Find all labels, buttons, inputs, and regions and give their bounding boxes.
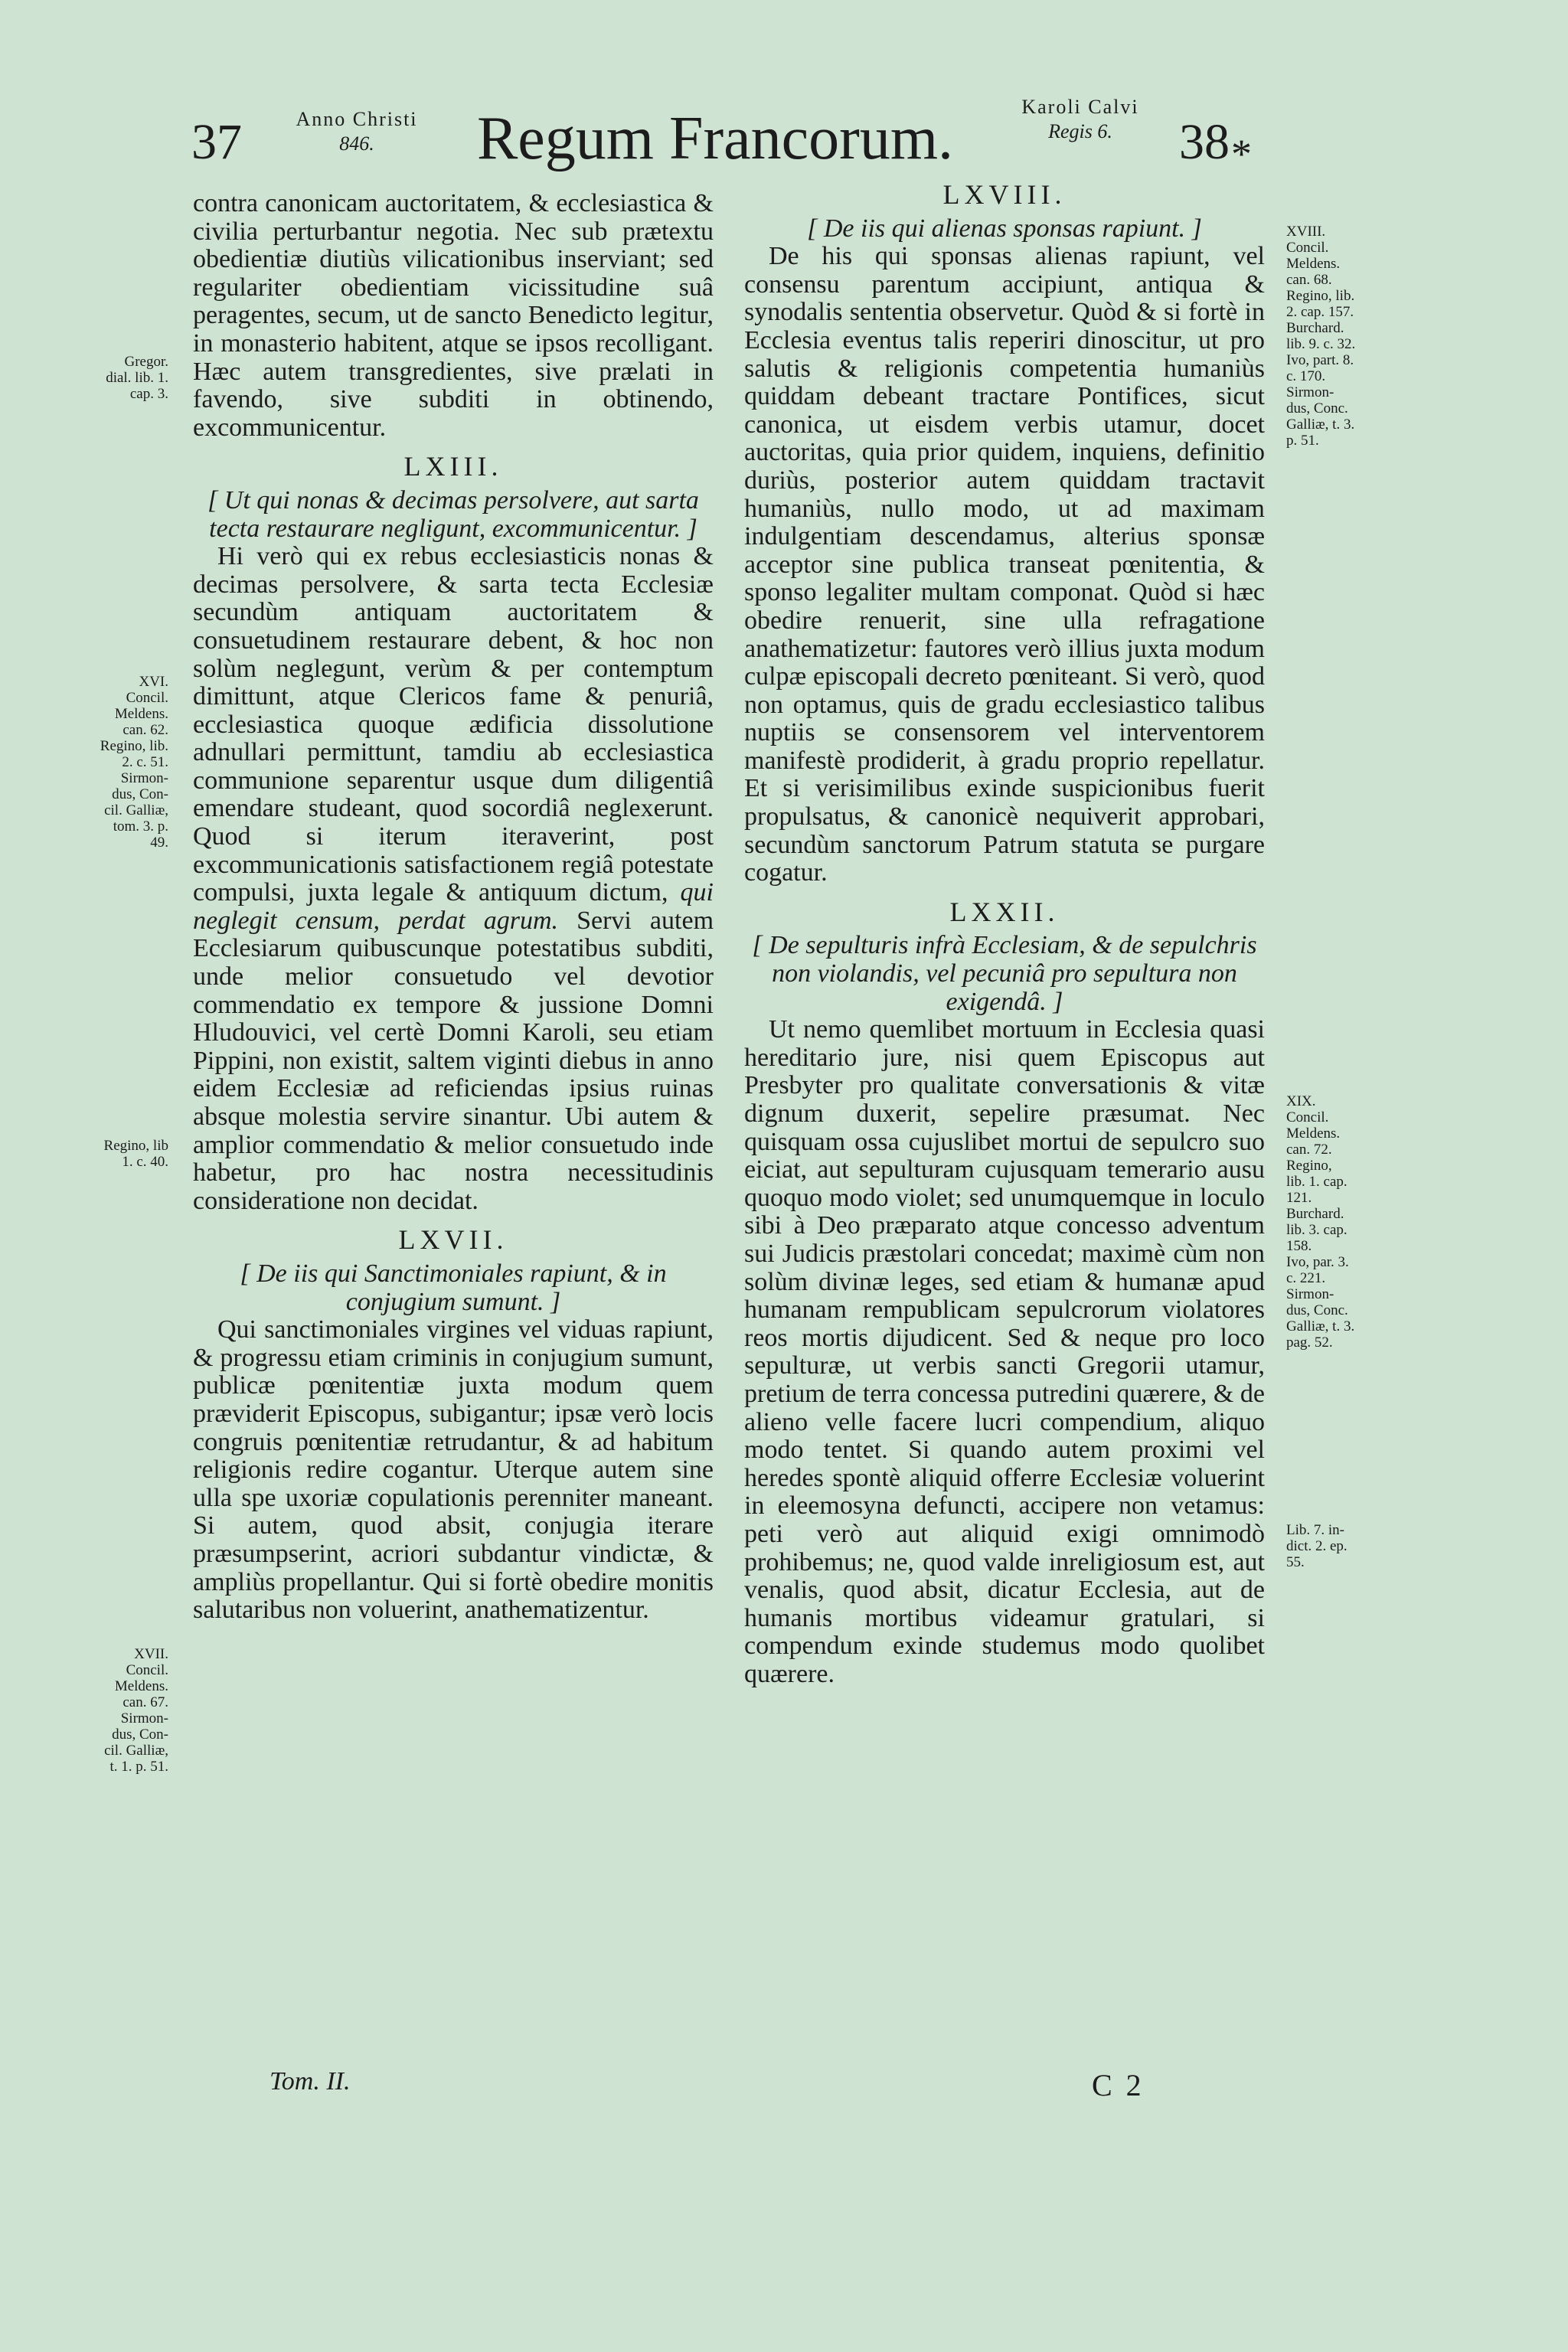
margin-line: lib. 3. cap. (1286, 1222, 1348, 1238)
margin-line: Meldens. (114, 1678, 168, 1694)
asterisk-mark: * (1231, 131, 1252, 177)
section-text-63-b: Servi autem Ecclesiarum quibuscunque potestatibus subditi, unde melior consuetudo vel devotior commendatio ex tempore & jussione Domni Hludouvici, vel certè Domni Karoli, seu etiam Pippini, non existit, saltem viginti diebus in anno eidem Ecclesiæ ad reficiendas ipsius ruinas absque molestia servire sinantur. Ubi autem & amplior commendatio & melior consuetudo inde habetur, pro hac nostra necessitudinis consideratione non decidat. (193, 906, 714, 1215)
margin-line: dial. lib. 1. (106, 370, 168, 386)
margin-note-left-3 (86, 1138, 168, 1170)
margin-note-right-2 (1286, 1093, 1369, 1351)
margin-line: Sirmon- (120, 770, 168, 786)
margin-line: dus, Con- (112, 786, 168, 802)
margin-line: dus, Conc. (1286, 400, 1348, 416)
margin-line: Concil. (1286, 240, 1329, 256)
margin-line: 2. c. 51. (122, 754, 168, 770)
margin-line: Galliæ, t. 3. (1286, 416, 1355, 433)
margin-line: t. 1. p. 51. (109, 1759, 168, 1775)
section-number-67: LXVII. (398, 1224, 508, 1256)
margin-note-right-3 (1286, 1522, 1369, 1570)
margin-line: XVII. (134, 1646, 168, 1662)
margin-line: Ivo, par. 3. (1286, 1254, 1349, 1270)
margin-line: Galliæ, t. 3. (1286, 1318, 1355, 1334)
margin-line: Lib. 7. in- (1286, 1522, 1344, 1538)
margin-line: p. 51. (1286, 433, 1319, 449)
margin-line: cil. Galliæ, (104, 802, 168, 818)
margin-line: c. 170. (1286, 368, 1326, 384)
margin-line: Meldens. (1286, 1125, 1341, 1142)
margin-line: dus, Conc. (1286, 1302, 1348, 1318)
margin-line: tom. 3. p. (113, 818, 168, 835)
page-number-right: 38 (1179, 114, 1230, 170)
margin-line: 1. c. 40. (122, 1154, 168, 1170)
section-number-63: LXIII. (403, 451, 503, 482)
section-text-63-a: Hi verò qui ex rebus ecclesiasticis nonas & decimas persolvere, & sarta tecta Ecclesiæ secundùm antiquam auctoritatem & consuetudinem restaurare debent, & hoc non solùm neglegunt, verùm & per contemptum dimittunt, atque Clericos fame & penuriâ, ecclesiastica quoque ædificia dissolutione adnullari permittunt, tamdiu ab ecclesiastica communione separentur usque dum diligentiâ emendare studeant, quod socordiâ neglexerunt. Quod si iterum iteraverint, post excommunicationis satisfactionem regiâ potestate compulsi, juxta legale & antiquum dictum, (193, 542, 714, 907)
margin-line: 2. cap. 157. (1286, 304, 1354, 320)
section-quote-63: qui neglegit censum, perdat agrum. (193, 878, 714, 935)
header-anno-christi: Anno Christi (296, 108, 418, 130)
section-title-68: [ De iis qui alienas sponsas rapiunt. ] (807, 214, 1202, 243)
section-title-67: [ De iis qui Sanctimoniales rapiunt, & in conjugium sumunt. ] (240, 1259, 667, 1316)
header-year: 846. (339, 132, 374, 155)
margin-line: 55. (1286, 1554, 1305, 1570)
margin-line: Meldens. (114, 706, 168, 722)
margin-line: 158. (1286, 1238, 1312, 1254)
section-text-68: De his qui sponsas alienas rapiunt, vel consensu parentum accipiunt, antiqua & synodalis sententia observetur. Quòd & si fortè in Ecclesia eventus talis reperiri dinoscitur, ut pro salutis & religionis competentia humaniùs quiddam debeant tractare Pontifices, sicut canonica, ut eisdem verbis utamur, docet auctoritas, quia prior quidem, inquiens, definitio duriùs, posterior autem quiddam tractavit humaniùs, nullo modo, ut ad maximam indulgentiam descendamus, alterius sponsæ acceptor sine publica transeat pœnitentia, & sponso legaliter multam componat. Quòd si hæc obedire renuerit, sine ulla refragatione anathematizetur: fautores verò illius juxta modum culpæ episcopali decreto pœniteant. Si verò, quod non optamus, quis de gradu ecclesiastico talibus nuptiis se consensorem vel interventorem manifestè prodiderit, à gradu proprio repellatur. Et si verisimilibus exinde suspicionibus fuerit propulsatus, & canonicè nequiverit approbari, secundùm sanctorum Patrum statuta se purgare cogatur. (744, 242, 1265, 887)
section-title-72: [ De sepulturis infrà Ecclesiam, & de sepulchris non violandis, vel pecuniâ pro sepultura non exigendâ. ] (752, 931, 1257, 1016)
margin-line: can. 72. (1286, 1142, 1332, 1158)
margin-line: Burchard. (1286, 1206, 1344, 1222)
right-column (744, 181, 1265, 1688)
margin-line: 49. (150, 835, 168, 851)
continuation-paragraph: contra canonicam auctoritatem, & ecclesiastica & civilia perturbantur negotia. Nec sub prætextu obedientiæ diutiùs vilicationibus inserviant; sed regulariter obedientiam vicissitudine suâ peragentes, secum, ut de sancto Benedicto legitur, in monasterio habitent, atque se ipsos recolligant. Hæc autem transgredientes, sive prælati in favendo, sive subditi in obtinendo, excommunicentur. (193, 189, 714, 442)
margin-note-left-4 (86, 1646, 168, 1775)
section-text-63 (193, 543, 714, 1215)
section-number-68: LXVIII. (942, 179, 1067, 210)
header-regis: Regis 6. (1048, 120, 1112, 142)
section-number-72: LXXII. (949, 896, 1060, 927)
volume-footer: Tom. II. (270, 2067, 351, 2096)
margin-line: Gregor. (124, 354, 168, 370)
margin-line: 121. (1286, 1190, 1312, 1206)
page-number-left: 37 (191, 114, 242, 170)
left-column (193, 190, 714, 1625)
signature-mark: C 2 (1092, 2068, 1145, 2102)
margin-line: Concil. (126, 1662, 168, 1678)
margin-line: can. 67. (122, 1694, 168, 1710)
margin-line: Concil. (126, 690, 168, 706)
margin-line: dus, Con- (112, 1726, 168, 1743)
margin-line: dict. 2. ep. (1286, 1538, 1348, 1554)
margin-note-left-2 (86, 674, 168, 851)
header-year-label (273, 107, 441, 156)
margin-line: Sirmon- (120, 1710, 168, 1726)
margin-line: cap. 3. (129, 386, 168, 402)
margin-line: Burchard. (1286, 320, 1344, 336)
margin-line: pag. 52. (1286, 1334, 1333, 1351)
margin-line: XVIII. (1286, 224, 1326, 240)
margin-line: can. 62. (122, 722, 168, 738)
margin-line: c. 221. (1286, 1270, 1326, 1286)
section-title-63: [ Ut qui nonas & decimas persolvere, aut sarta tecta restaurare negligunt, excommunicentur. ] (207, 485, 699, 543)
section-text-72: Ut nemo quemlibet mortuum in Ecclesia quasi hereditario jure, nisi quem Episcopus aut Presbyter pro qualitate conversationis & vitæ dignum duxerit, sepelire præsumat. Nec quisquam ossa cujuslibet mortui de sepulcro suo eiciat, aut sepulturam cujusquam temerario ausu quoquo modo violet; sed unumquemque in loculo sibi à Deo præparato atque concesso adventum sui Judicis præstolari concedat; maximè cùm non solùm divinæ leges, sed etiam & humanæ apud humanam rempublicam sepulcrorum violatores reos mortis dijudicent. Sed & neque pro loco sepulturæ, ut verbis sancti Gregorii utamur, pretium de terra concessa putredini quærere, & de alieno velle facere lucri compendium, aliquo modo tentet. Si quando autem proximi vel heredes spontè aliquid offerre Ecclesiæ voluerint in eleemosyna defuncti, accipere non vetamus: peti verò aut aliquid exigi omnimodò prohibemus; ne, quod valde inreligiosum est, aut venalis, quod absit, dicatur Ecclesia, aut de humanis mortibus videamur gratulari, si compendum exinde studemus modo quolibet quærere. (744, 1015, 1265, 1688)
margin-line: XIX. (1286, 1093, 1316, 1109)
margin-line: Sirmon- (1286, 384, 1334, 400)
margin-line: lib. 9. c. 32. (1286, 336, 1356, 352)
margin-line: Regino, lib. (1286, 288, 1355, 304)
margin-line: can. 68. (1286, 272, 1332, 288)
margin-line: Sirmon- (1286, 1286, 1334, 1302)
margin-line: Meldens. (1286, 256, 1341, 272)
margin-line: Concil. (1286, 1109, 1329, 1125)
header-reign-label (992, 95, 1168, 144)
margin-line: Regino, lib. (100, 738, 168, 754)
margin-line: Regino, (1286, 1158, 1332, 1174)
section-text-67: Qui sanctimoniales virgines vel viduas rapiunt, & progressu etiam criminis in conjugium sumunt, publicæ pœnitentiæ juxta modum quem præviderit Episcopus, subigantur; ipsæ verò locis congruis pœnitentiæ retrudantur, & ad habitum religionis redire cogantur. Uterque autem sine ulla spe uxoriæ copulationis perenniter maneant. Si autem, quod absit, conjugia iterare præsumpserint, acriori subdantur vindictæ, & ampliùs propellantur. Qui si fortè obedire monitis salutaribus non voluerint, anathematizentur. (193, 1315, 714, 1625)
margin-line: lib. 1. cap. (1286, 1174, 1348, 1190)
margin-line: cil. Galliæ, (104, 1743, 168, 1759)
margin-note-left-1 (86, 354, 168, 402)
margin-line: Ivo, part. 8. (1286, 352, 1354, 368)
running-title: Regum Francorum. (476, 105, 954, 172)
header-karoli-calvi: Karoli Calvi (1021, 96, 1139, 118)
margin-note-right-1 (1286, 224, 1369, 449)
margin-line: Regino, lib (103, 1138, 168, 1154)
margin-line: XVI. (139, 674, 168, 690)
